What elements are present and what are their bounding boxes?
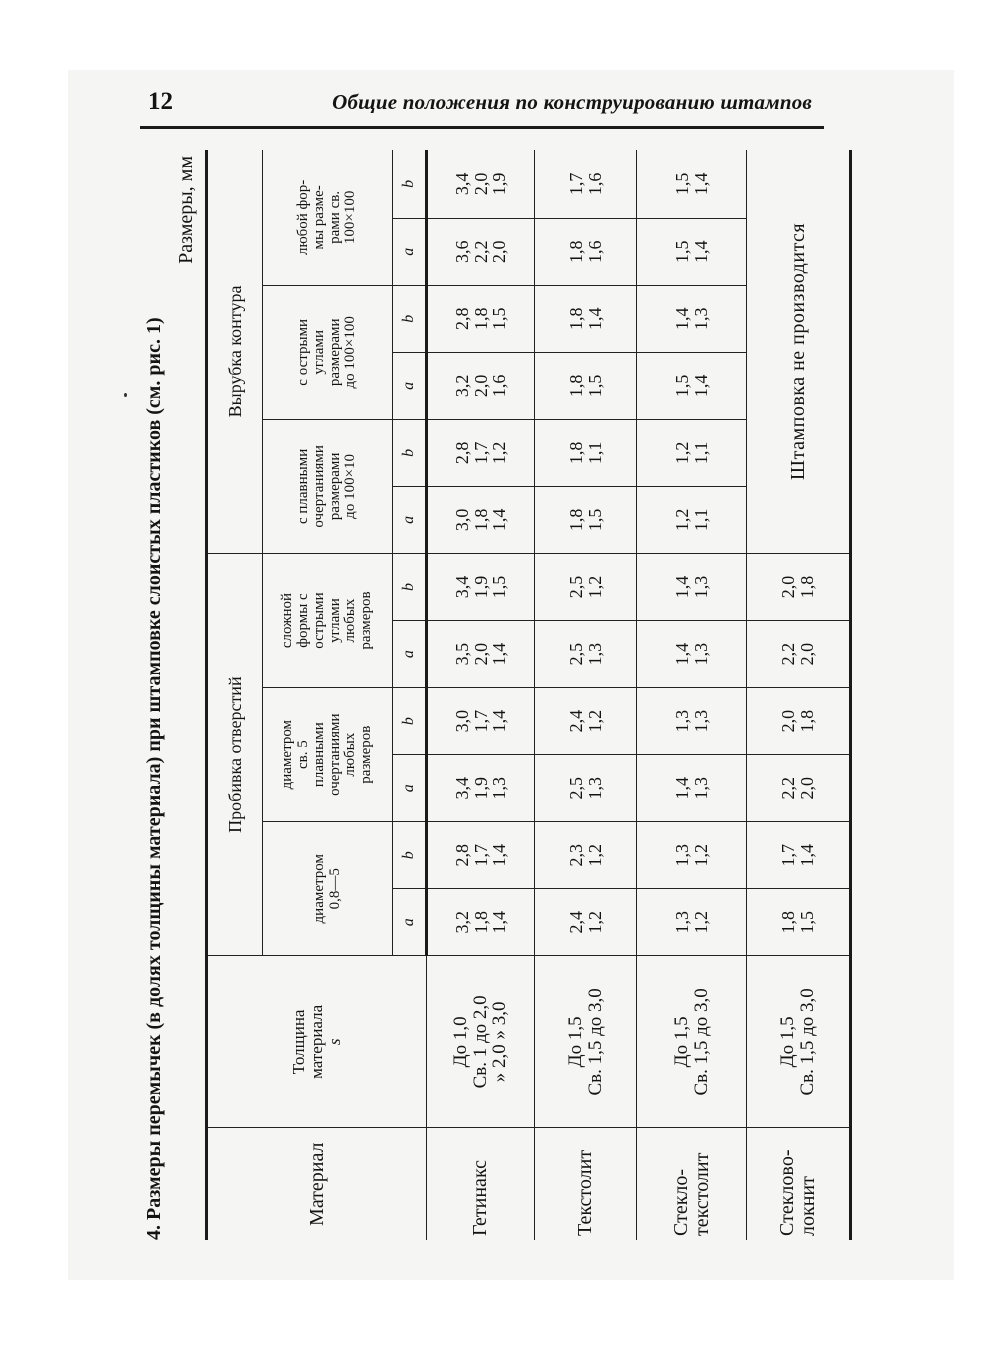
header-b: b <box>393 688 427 755</box>
thickness-range: До 1,0 Св. 1 до 2,0 » 2,0 » 3,0 <box>427 956 535 1128</box>
value-cell: 1,5 1,4 <box>637 352 747 419</box>
value-cell: 3,4 1,9 1,5 <box>427 553 535 620</box>
header-b: b <box>393 419 427 486</box>
header-sub-any-shape: любой фор- мы разме- рами св. 100×100 <box>263 150 393 285</box>
value-cell: 1,2 1,1 <box>637 486 747 553</box>
value-cell: 2,4 1,2 <box>535 889 637 956</box>
value-cell: 2,2 2,0 <box>747 755 851 822</box>
header-b: b <box>393 285 427 352</box>
running-title: Общие положения по конструированию штампов <box>332 90 812 114</box>
header-sub-smooth-contour: с плавными очертаниями размерами до 100×10 <box>263 419 393 553</box>
value-cell: 1,2 1,1 <box>637 419 747 486</box>
value-cell: 2,4 1,2 <box>535 688 637 755</box>
value-cell: 1,7 1,4 <box>747 822 851 889</box>
material-name: Гетинакс <box>427 1128 535 1240</box>
header-b: b <box>393 822 427 889</box>
header-sub-diameter-small: диаметром 0,8—5 <box>263 822 393 956</box>
header-sub-diameter-large: диаметром св. 5 плавными очертаниями любых размеров <box>263 688 393 822</box>
table-row <box>637 150 747 1240</box>
header-a: a <box>393 486 427 553</box>
value-cell: 1,3 1,2 <box>637 822 747 889</box>
page-header <box>140 86 824 129</box>
header-a: a <box>393 352 427 419</box>
header-sub-complex-shape: сложной формы с острыми углами любых размеров <box>263 553 393 687</box>
table-row <box>747 150 851 1240</box>
value-cell: 1,5 1,4 <box>637 150 747 218</box>
value-cell: 3,5 2,0 1,4 <box>427 621 535 688</box>
value-cell: 3,0 1,8 1,4 <box>427 486 535 553</box>
value-cell: 2,5 1,3 <box>535 621 637 688</box>
value-cell: 1,8 1,5 <box>535 486 637 553</box>
thickness-range: До 1,5 Св. 1,5 до 3,0 <box>747 956 851 1128</box>
table-row <box>427 150 535 1240</box>
value-cell: 1,4 1,3 <box>637 621 747 688</box>
jumper-size-table <box>205 150 852 1240</box>
header-thickness: Толщина материала s <box>207 956 427 1128</box>
value-cell: 1,8 1,1 <box>535 419 637 486</box>
value-cell: 1,4 1,3 <box>637 755 747 822</box>
header-a: a <box>393 218 427 285</box>
value-cell: 2,8 1,7 1,2 <box>427 419 535 486</box>
material-name: Текстолит <box>535 1128 637 1240</box>
value-cell: 1,3 1,3 <box>637 688 747 755</box>
header-b: b <box>393 553 427 620</box>
value-cell: 1,3 1,2 <box>637 889 747 956</box>
value-cell: 2,2 2,0 <box>747 621 851 688</box>
units-label: Размеры, мм <box>175 156 197 264</box>
thickness-range: До 1,5 Св. 1,5 до 3,0 <box>535 956 637 1128</box>
value-cell: 3,4 1,9 1,3 <box>427 755 535 822</box>
header-b: b <box>393 150 427 218</box>
value-cell: 1,8 1,4 <box>535 285 637 352</box>
print-speck <box>124 393 127 397</box>
table-caption: 4. Размеры перемычек (в долях толщины материала) при штамповке слоистых пластиков (см. рис. 1) <box>143 317 165 1240</box>
header-material: Материал <box>207 1128 427 1240</box>
material-name: Стекло- текстолит <box>637 1128 747 1240</box>
value-cell: 3,0 1,7 1,4 <box>427 688 535 755</box>
value-cell: 2,0 1,8 <box>747 553 851 620</box>
value-cell: 1,7 1,6 <box>535 150 637 218</box>
value-cell: 2,8 1,7 1,4 <box>427 822 535 889</box>
header-a: a <box>393 889 427 956</box>
value-cell: 2,5 1,2 <box>535 553 637 620</box>
header-group-blanking: Вырубка контура <box>207 150 263 553</box>
value-cell: 3,4 2,0 1,9 <box>427 150 535 218</box>
header-a: a <box>393 755 427 822</box>
value-cell: 2,5 1,3 <box>535 755 637 822</box>
value-cell: 1,4 1,3 <box>637 285 747 352</box>
value-cell: 2,3 1,2 <box>535 822 637 889</box>
header-sub-sharp-contour: с острыми углами размерами до 100×100 <box>263 285 393 419</box>
value-cell: 1,8 1,6 <box>535 218 637 285</box>
page-number: 12 <box>148 88 173 115</box>
value-cell: 3,6 2,2 2,0 <box>427 218 535 285</box>
header-a: a <box>393 621 427 688</box>
value-cell: 1,5 1,4 <box>637 218 747 285</box>
not-performed-note: Штамповка не производится <box>747 150 851 553</box>
value-cell: 1,8 1,5 <box>747 889 851 956</box>
value-cell: 3,2 2,0 1,6 <box>427 352 535 419</box>
value-cell: 3,2 1,8 1,4 <box>427 889 535 956</box>
value-cell: 1,4 1,3 <box>637 553 747 620</box>
value-cell: 2,0 1,8 <box>747 688 851 755</box>
value-cell: 2,8 1,8 1,5 <box>427 285 535 352</box>
header-group-piercing: Пробивка отверстий <box>207 553 263 955</box>
rotated-table-block <box>143 150 823 1240</box>
value-cell: 1,8 1,5 <box>535 352 637 419</box>
material-name: Стекловo- локнит <box>747 1128 851 1240</box>
table-row <box>535 150 637 1240</box>
thickness-range: До 1,5 Св. 1,5 до 3,0 <box>637 956 747 1128</box>
